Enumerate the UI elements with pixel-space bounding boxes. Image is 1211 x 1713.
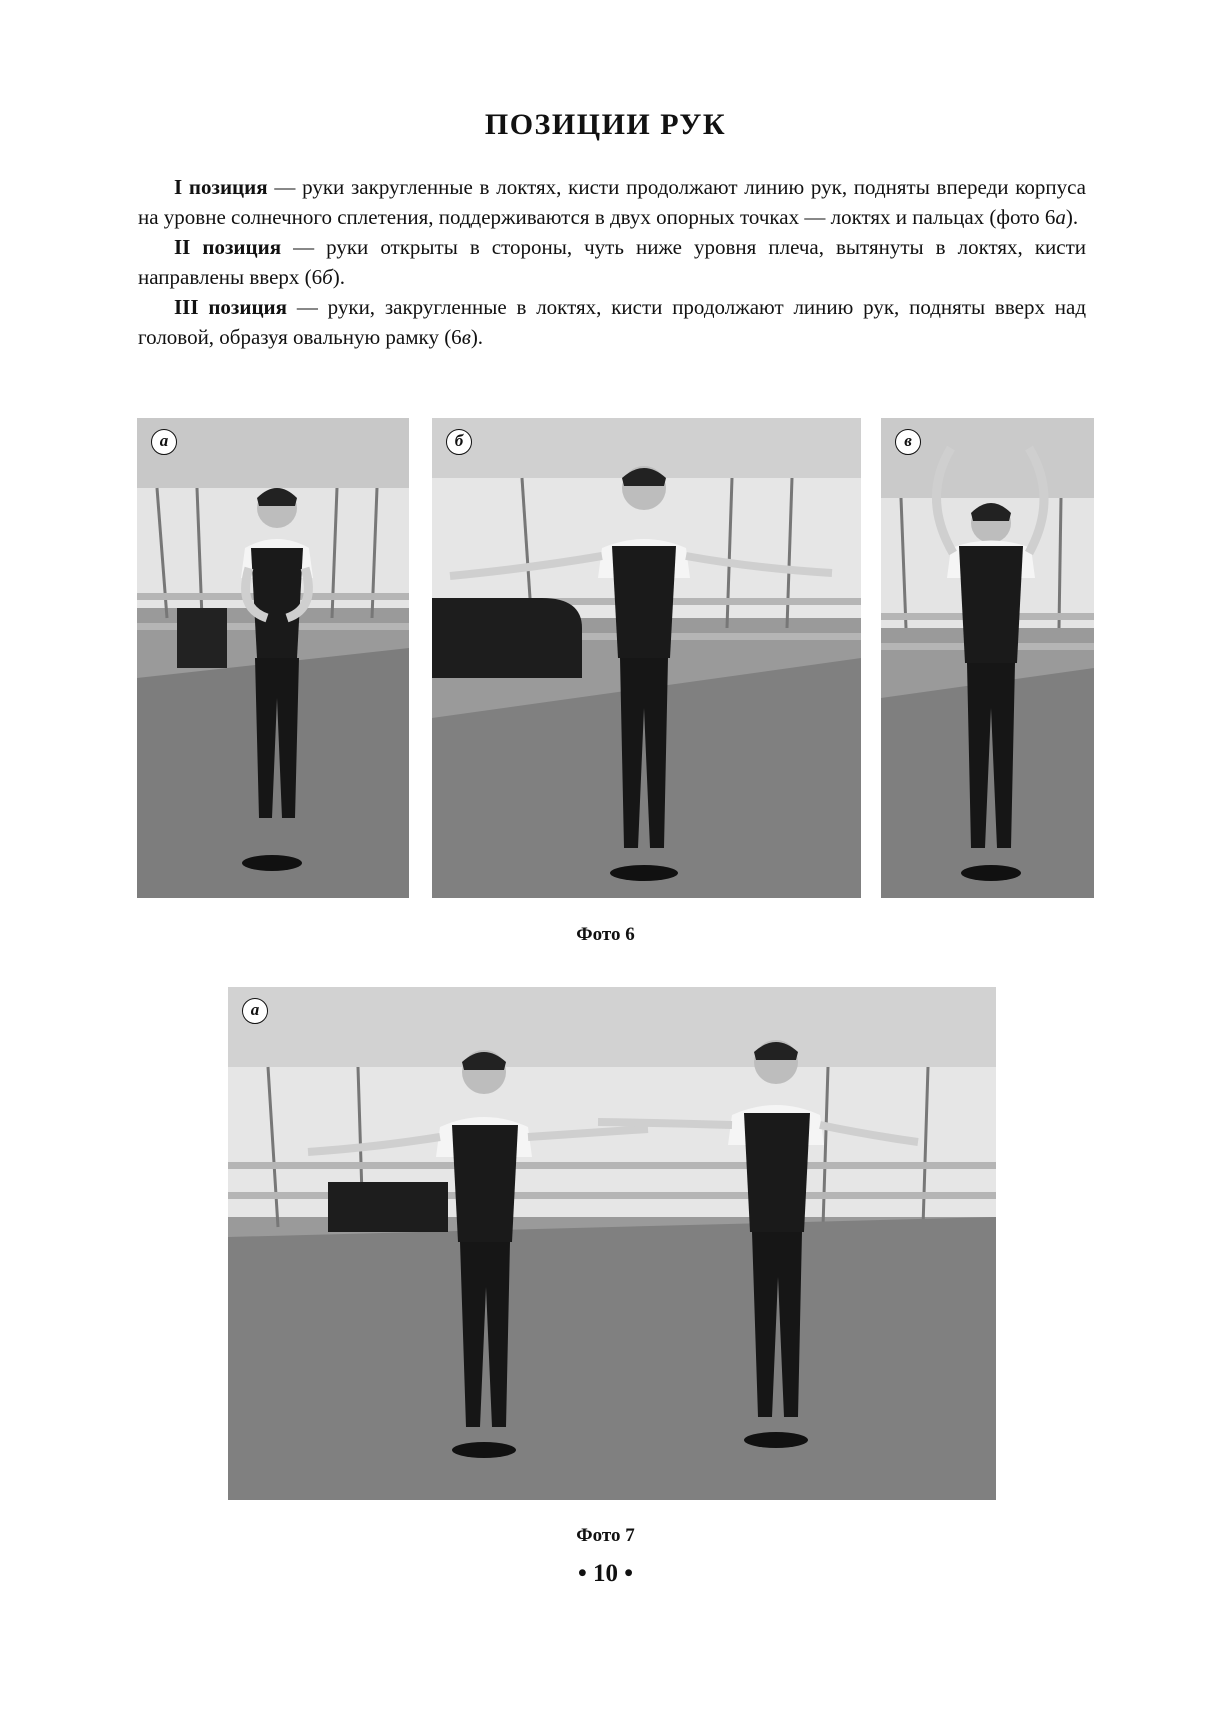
paragraph-position-2: II позиция — руки открыты в стороны, чуть ниже уровня плеча, вытянуты в локтях, кисти направлены вверх (6б). — [138, 235, 1087, 289]
photo-6v — [881, 418, 1094, 898]
photo-7-caption: Фото 7 — [576, 1525, 635, 1546]
photo-6a — [137, 418, 409, 898]
photo-6a-badge: а — [151, 429, 177, 455]
photo-7a — [228, 987, 996, 1500]
photo-6v-badge: в — [895, 429, 921, 455]
page-title: ПОЗИЦИИ РУК — [484, 108, 727, 141]
photo-6b-illustration — [432, 418, 861, 898]
page-number: • 10 • — [577, 1560, 633, 1587]
body-text — [138, 172, 1086, 352]
photo-6v-illustration — [881, 418, 1094, 898]
photo-6b-badge: б — [446, 429, 472, 455]
paragraph-position-1: I позиция — руки закругленные в локтях, кисти продолжают линию рук, подняты впереди корпуса на уровне солнечного сплетения, поддерживаются в двух опорных точках — локтях и пальцах (фото 6а). — [138, 175, 1087, 229]
photo-7a-illustration — [228, 987, 996, 1500]
photo-6a-illustration — [137, 418, 409, 898]
photo-7a-badge: а — [242, 998, 268, 1024]
photo-6-caption: Фото 6 — [576, 924, 635, 945]
photo-6b — [432, 418, 861, 898]
paragraph-position-3: III позиция — руки, закругленные в локтях, кисти продолжают линию рук, подняты вверх над головой, образуя овальную рамку (6в). — [138, 295, 1086, 349]
